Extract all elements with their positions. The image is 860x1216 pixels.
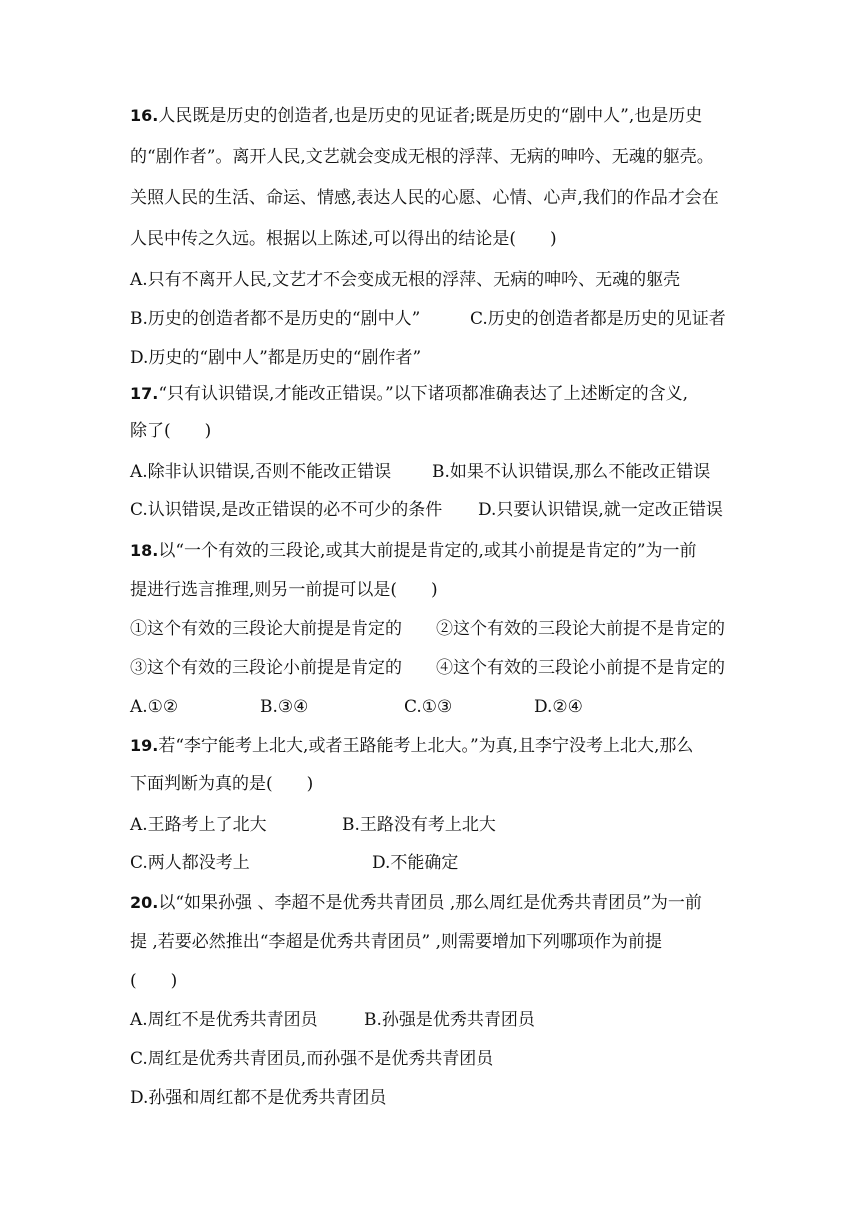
question-18-statement-4: ④这个有效的三段论小前提不是肯定的 <box>436 658 725 678</box>
question-17-stem-line-1: 17.“只有认识错误,才能改正错误。”以下诸项都准确表达了上述断定的含义, <box>130 384 689 404</box>
question-18-option-d: D.②④ <box>534 697 583 717</box>
question-16-option-d: D.历史的“剧中人”都是历史的“剧作者” <box>130 348 422 368</box>
question-18-statement-3: ③这个有效的三段论小前提是肯定的 <box>130 658 402 678</box>
question-20-option-c: C.周红是优秀共青团员,而孙强不是优秀共青团员 <box>130 1049 494 1069</box>
question-19-option-b: B.王路没有考上北大 <box>342 815 496 835</box>
question-20-option-a: A.周红不是优秀共青团员 <box>130 1010 318 1030</box>
question-20-number: 20. <box>130 893 159 912</box>
question-20-stem-line-3: ( ) <box>130 971 178 991</box>
question-18-statement-1: ①这个有效的三段论大前提是肯定的 <box>130 619 402 639</box>
question-17-option-b: B.如果不认识错误,那么不能改正错误 <box>432 462 711 482</box>
question-19-option-c: C.两人都没考上 <box>130 853 250 873</box>
question-20-option-d: D.孙强和周红都不是优秀共青团员 <box>130 1088 387 1108</box>
question-19-option-a: A.王路考上了北大 <box>130 815 267 835</box>
question-16-option-b: B.历史的创造者都不是历史的“剧中人” <box>130 309 421 329</box>
question-18-option-b: B.③④ <box>260 697 309 717</box>
question-18-option-c: C.①③ <box>404 697 453 717</box>
question-17-stem-line-2: 除了( ) <box>130 421 212 441</box>
question-18-number: 18. <box>130 541 159 560</box>
question-16-stem-line-1: 16.人民既是历史的创造者,也是历史的见证者;既是历史的“剧中人”,也是历史 <box>130 106 703 126</box>
question-18-statement-2: ②这个有效的三段论大前提不是肯定的 <box>436 619 725 639</box>
question-20-option-b: B.孙强是优秀共青团员 <box>364 1010 535 1030</box>
question-16-number: 16. <box>130 106 159 125</box>
question-17-option-c: C.认识错误,是改正错误的必不可少的条件 <box>130 500 443 520</box>
question-17-option-a: A.除非认识错误,否则不能改正错误 <box>130 462 392 482</box>
question-16-stem-line-4: 人民中传之久远。根据以上陈述,可以得出的结论是( ) <box>130 229 557 249</box>
question-20-stem-line-2: 提 ,若要必然推出“李超是优秀共青团员” ,则需要增加下列哪项作为前提 <box>130 932 662 952</box>
question-17-number: 17. <box>130 384 159 403</box>
question-19-stem-line-1: 19.若“李宁能考上北大,或者王路能考上北大。”为真,且李宁没考上北大,那么 <box>130 736 694 756</box>
question-16-option-a: A.只有不离开人民,文艺才不会变成无根的浮萍、无病的呻吟、无魂的躯壳 <box>130 270 681 290</box>
question-20-stem-line-1: 20.以“如果孙强 、李超不是优秀共青团员 ,那么周红是优秀共青团员”为一前 <box>130 893 702 913</box>
question-19-stem-line-2: 下面判断为真的是( ) <box>130 774 314 794</box>
question-18-option-a: A.①② <box>130 697 179 717</box>
question-16-stem-line-3: 关照人民的生活、命运、情感,表达人民的心愿、心情、心声,我们的作品才会在 <box>130 188 719 208</box>
question-16-option-c: C.历史的创造者都是历史的见证者 <box>470 309 726 329</box>
question-18-stem-line-2: 提进行选言推理,则另一前提可以是( ) <box>130 580 438 600</box>
question-16-stem-line-2: 的“剧作者”。离开人民,文艺就会变成无根的浮萍、无病的呻吟、无魂的躯壳。 <box>130 147 714 167</box>
question-19-number: 19. <box>130 736 159 755</box>
question-19-option-d: D.不能确定 <box>372 853 459 873</box>
question-18-stem-line-1: 18.以“一个有效的三段论,或其大前提是肯定的,或其小前提是肯定的”为一前 <box>130 541 697 561</box>
question-17-option-d: D.只要认识错误,就一定改正错误 <box>478 500 723 520</box>
